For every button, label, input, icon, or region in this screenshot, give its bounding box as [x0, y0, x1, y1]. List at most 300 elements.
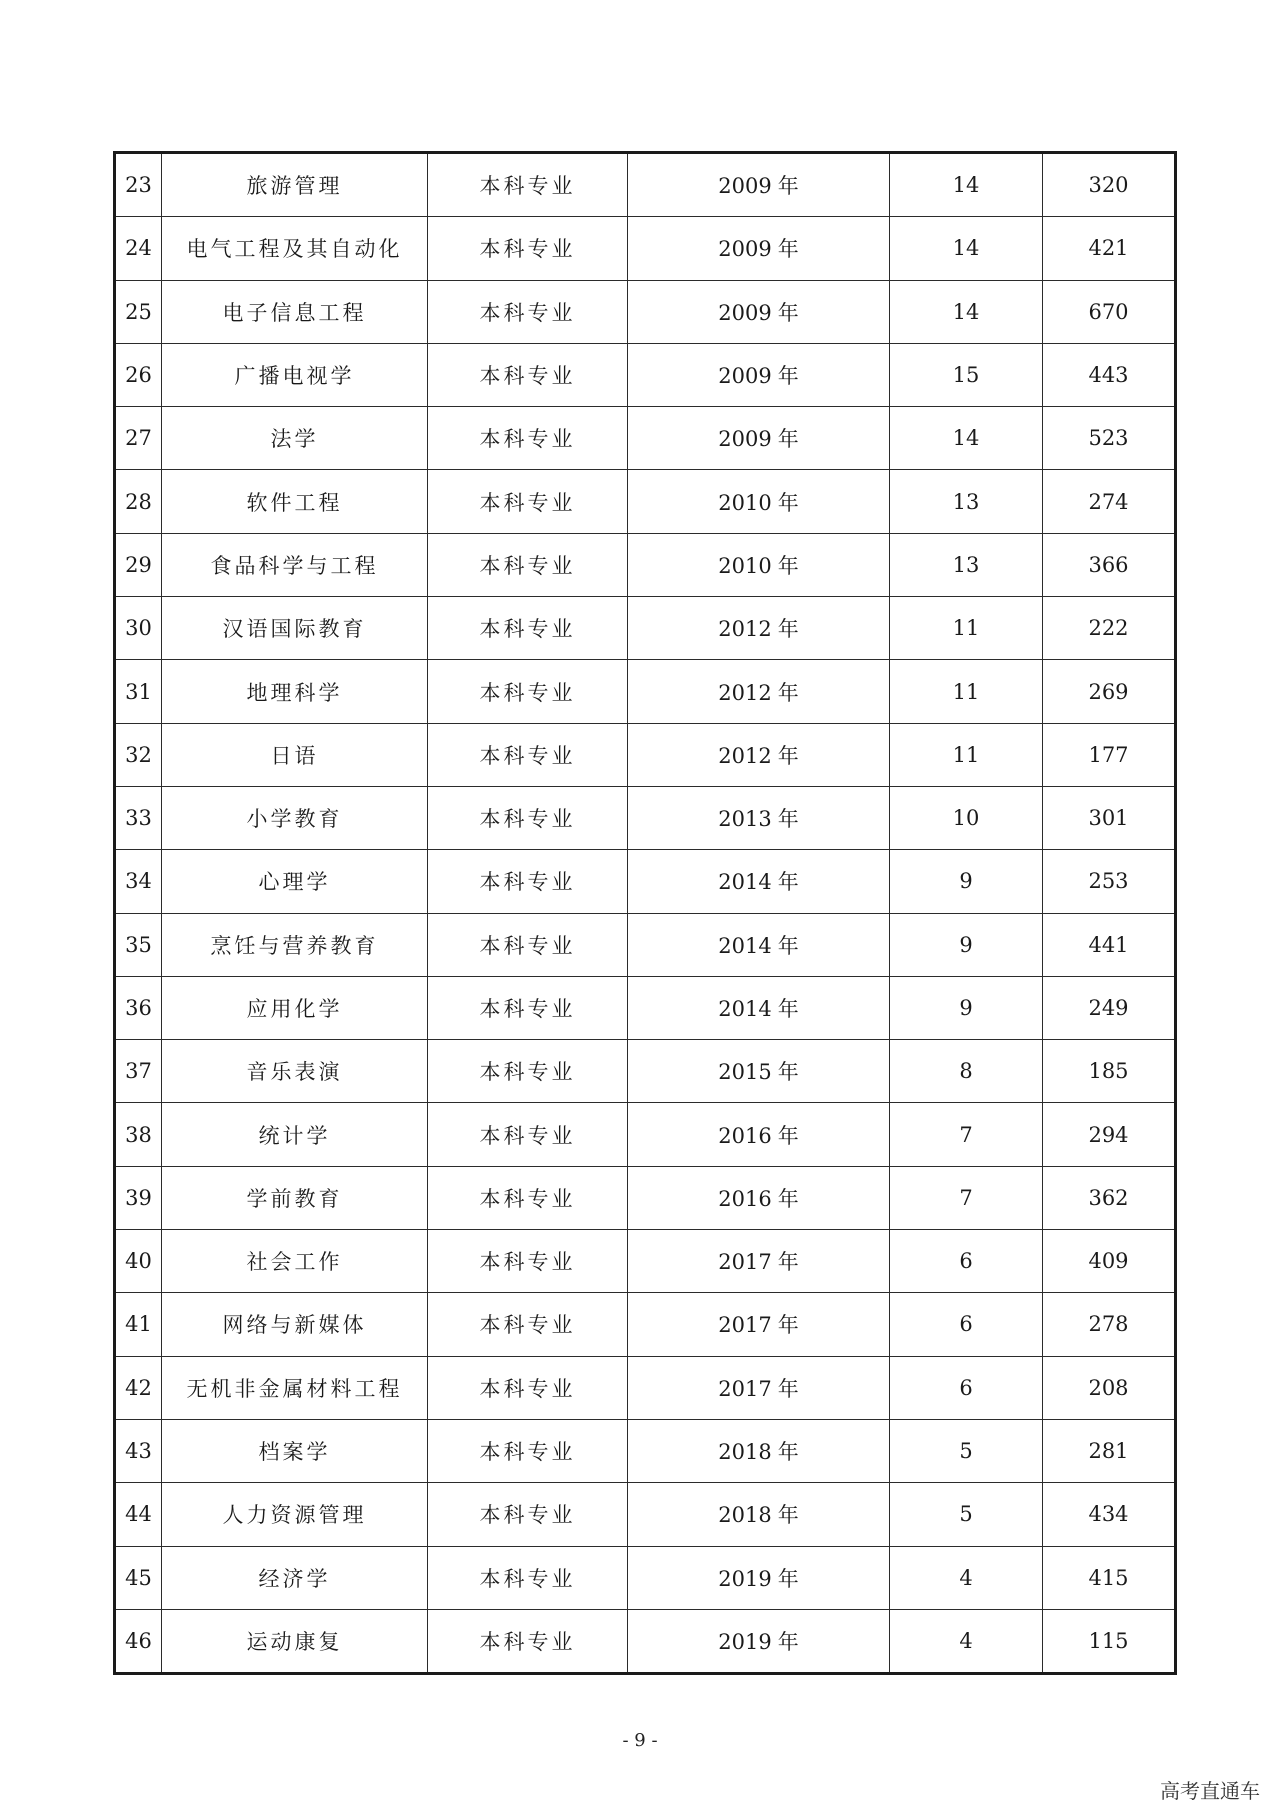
years-value: 15: [952, 363, 980, 388]
table-row: [115, 1103, 1176, 1166]
count-value: 185: [1088, 1059, 1129, 1084]
start-year-suffix: 年: [777, 997, 799, 1021]
major-type: 本科专业: [479, 743, 576, 768]
start-year-cell: [628, 1419, 890, 1482]
major-name-cell: [162, 786, 428, 849]
major-name-cell: [162, 343, 428, 406]
major-name-cell: [162, 217, 428, 280]
count-value: 249: [1088, 996, 1129, 1020]
years-value: 4: [959, 1628, 973, 1653]
watermark-text: 高考直通车: [1160, 1779, 1260, 1803]
major-type: 本科专业: [479, 617, 576, 642]
major-type-cell: [428, 1483, 628, 1546]
row-number: 39: [125, 1185, 152, 1210]
count-cell: [1043, 597, 1176, 660]
major-name-cell: [162, 1609, 428, 1673]
start-year: 2013: [718, 807, 772, 832]
start-year: 2019: [718, 1566, 772, 1591]
count-cell: [1043, 343, 1176, 406]
years-value: 9: [959, 996, 973, 1020]
major-name: 社会工作: [246, 1250, 343, 1275]
count-value: 443: [1088, 363, 1129, 388]
row-number-cell: [115, 280, 162, 343]
start-year: 2014: [718, 870, 772, 895]
major-name: 日语: [270, 743, 319, 768]
start-year-cell: [628, 850, 890, 913]
years-cell: [890, 1419, 1043, 1482]
count-cell: [1043, 1546, 1176, 1609]
major-type-cell: [428, 723, 628, 786]
major-type-cell: [428, 1356, 628, 1419]
years-value: 13: [952, 552, 980, 577]
major-name-cell: [162, 1483, 428, 1546]
count-value: 421: [1088, 236, 1129, 261]
start-year-suffix: 年: [777, 490, 799, 515]
years-cell: [890, 1293, 1043, 1356]
major-type-cell: [428, 1166, 628, 1229]
major-type: 本科专业: [479, 807, 576, 832]
count-cell: [1043, 470, 1176, 533]
start-year-cell: [628, 407, 890, 470]
row-number-cell: [115, 976, 162, 1039]
major-type-cell: [428, 597, 628, 660]
major-name-cell: [162, 407, 428, 470]
years-cell: [890, 153, 1043, 217]
major-name: 烹饪与营养教育: [210, 933, 379, 958]
major-type-cell: [428, 470, 628, 533]
start-year-cell: [628, 217, 890, 280]
major-type-cell: [428, 660, 628, 723]
start-year-cell: [628, 1609, 890, 1673]
start-year-suffix: 年: [777, 553, 799, 578]
years-value: 11: [952, 616, 980, 641]
years-cell: [890, 1609, 1043, 1673]
major-name-cell: [162, 976, 428, 1039]
row-number: 36: [125, 996, 152, 1020]
years-cell: [890, 1546, 1043, 1609]
table-row: [115, 786, 1176, 849]
start-year-cell: [628, 343, 890, 406]
major-type: 本科专业: [479, 174, 576, 199]
major-type-cell: [428, 280, 628, 343]
table-row: [115, 1419, 1176, 1482]
start-year: 2018: [718, 1440, 772, 1465]
major-name-cell: [162, 1166, 428, 1229]
start-year-suffix: 年: [777, 1503, 799, 1528]
row-number: 32: [125, 742, 152, 767]
major-name: 广播电视学: [234, 364, 355, 389]
start-year: 2012: [718, 617, 772, 642]
count-value: 301: [1088, 806, 1129, 831]
row-number: 43: [125, 1439, 152, 1464]
row-number-cell: [115, 470, 162, 533]
count-value: 415: [1088, 1565, 1129, 1590]
count-cell: [1043, 913, 1176, 976]
start-year-suffix: 年: [777, 1313, 799, 1338]
major-type-cell: [428, 533, 628, 596]
major-name: 地理科学: [246, 680, 343, 705]
major-name: 食品科学与工程: [210, 553, 379, 578]
major-name: 小学教育: [246, 807, 343, 832]
row-number-cell: [115, 1040, 162, 1103]
start-year-suffix: 年: [777, 743, 799, 768]
major-type-cell: [428, 1230, 628, 1293]
table-row: [115, 913, 1176, 976]
years-cell: [890, 217, 1043, 280]
years-cell: [890, 786, 1043, 849]
majors-table: [113, 151, 1177, 1675]
row-number-cell: [115, 1609, 162, 1673]
start-year: 2009: [718, 364, 772, 389]
years-value: 6: [959, 1375, 973, 1400]
years-value: 10: [952, 806, 980, 831]
count-cell: [1043, 280, 1176, 343]
count-value: 294: [1088, 1122, 1129, 1147]
years-cell: [890, 1040, 1043, 1103]
table-row: [115, 470, 1176, 533]
major-name: 心理学: [258, 870, 331, 895]
years-value: 6: [959, 1312, 973, 1337]
years-cell: [890, 660, 1043, 723]
major-name: 网络与新媒体: [222, 1313, 367, 1338]
table-row: [115, 1293, 1176, 1356]
start-year-suffix: 年: [777, 680, 799, 705]
count-value: 269: [1088, 679, 1129, 704]
major-type-cell: [428, 343, 628, 406]
years-value: 14: [952, 299, 980, 324]
start-year: 2014: [718, 933, 772, 958]
count-value: 177: [1088, 742, 1129, 767]
count-cell: [1043, 1419, 1176, 1482]
major-name: 无机非金属材料工程: [186, 1376, 403, 1401]
major-type-cell: [428, 1419, 628, 1482]
row-number-cell: [115, 1483, 162, 1546]
count-cell: [1043, 1166, 1176, 1229]
start-year-cell: [628, 786, 890, 849]
start-year: 2019: [718, 1629, 772, 1654]
count-value: 278: [1088, 1312, 1129, 1337]
major-name: 应用化学: [246, 997, 343, 1021]
years-cell: [890, 280, 1043, 343]
row-number: 28: [125, 489, 152, 514]
row-number: 35: [125, 932, 152, 957]
table-row: [115, 217, 1176, 280]
row-number-cell: [115, 786, 162, 849]
years-value: 14: [952, 426, 980, 451]
years-value: 5: [959, 1439, 973, 1464]
row-number-cell: [115, 913, 162, 976]
row-number: 37: [125, 1059, 152, 1084]
major-name: 音乐表演: [246, 1060, 343, 1085]
count-value: 208: [1088, 1375, 1129, 1400]
start-year-cell: [628, 1293, 890, 1356]
row-number-cell: [115, 533, 162, 596]
major-name: 软件工程: [246, 490, 343, 515]
start-year: 2009: [718, 174, 772, 199]
start-year: 2010: [718, 553, 772, 578]
row-number-cell: [115, 1230, 162, 1293]
major-name: 人力资源管理: [222, 1503, 367, 1528]
major-type-cell: [428, 1546, 628, 1609]
years-value: 11: [952, 742, 980, 767]
row-number: 38: [125, 1122, 152, 1147]
major-name-cell: [162, 153, 428, 217]
table-row: [115, 1356, 1176, 1419]
start-year: 2014: [718, 997, 772, 1021]
start-year: 2012: [718, 680, 772, 705]
count-cell: [1043, 1040, 1176, 1103]
count-cell: [1043, 407, 1176, 470]
start-year-suffix: 年: [777, 1566, 799, 1591]
major-type: 本科专业: [479, 237, 576, 262]
table-row: [115, 1609, 1176, 1673]
start-year-cell: [628, 533, 890, 596]
start-year-suffix: 年: [777, 1186, 799, 1211]
count-cell: [1043, 660, 1176, 723]
row-number: 44: [125, 1502, 152, 1527]
start-year-cell: [628, 1040, 890, 1103]
row-number-cell: [115, 723, 162, 786]
years-value: 9: [959, 869, 973, 894]
start-year-cell: [628, 976, 890, 1039]
major-name: 电气工程及其自动化: [186, 237, 403, 262]
major-type-cell: [428, 913, 628, 976]
major-name-cell: [162, 470, 428, 533]
years-value: 7: [959, 1122, 973, 1147]
count-cell: [1043, 533, 1176, 596]
count-cell: [1043, 1293, 1176, 1356]
row-number-cell: [115, 597, 162, 660]
table-row: [115, 1546, 1176, 1609]
row-number-cell: [115, 1419, 162, 1482]
row-number-cell: [115, 1293, 162, 1356]
years-cell: [890, 1483, 1043, 1546]
table-row: [115, 723, 1176, 786]
major-type-cell: [428, 1609, 628, 1673]
row-number: 30: [125, 616, 152, 641]
major-type: 本科专业: [479, 997, 576, 1021]
start-year-cell: [628, 153, 890, 217]
start-year-suffix: 年: [777, 1376, 799, 1401]
count-value: 409: [1088, 1249, 1129, 1274]
major-type: 本科专业: [479, 1313, 576, 1338]
row-number-cell: [115, 217, 162, 280]
row-number: 40: [125, 1249, 152, 1274]
years-value: 11: [952, 679, 980, 704]
row-number: 31: [125, 679, 152, 704]
start-year-suffix: 年: [777, 1440, 799, 1465]
row-number: 27: [125, 426, 152, 451]
count-cell: [1043, 1230, 1176, 1293]
major-name-cell: [162, 1040, 428, 1103]
major-type: 本科专业: [479, 300, 576, 325]
years-cell: [890, 1103, 1043, 1166]
start-year-suffix: 年: [777, 364, 799, 389]
major-type: 本科专业: [479, 1250, 576, 1275]
start-year-suffix: 年: [777, 807, 799, 832]
major-name-cell: [162, 280, 428, 343]
start-year-suffix: 年: [777, 174, 799, 199]
years-value: 8: [959, 1059, 973, 1084]
count-cell: [1043, 850, 1176, 913]
table-row: [115, 153, 1176, 217]
years-value: 14: [952, 236, 980, 261]
count-cell: [1043, 786, 1176, 849]
start-year-suffix: 年: [777, 870, 799, 895]
row-number-cell: [115, 153, 162, 217]
major-type-cell: [428, 153, 628, 217]
table-row: [115, 533, 1176, 596]
major-name: 电子信息工程: [222, 300, 367, 325]
start-year: 2010: [718, 490, 772, 515]
start-year-cell: [628, 1483, 890, 1546]
years-cell: [890, 1230, 1043, 1293]
major-type: 本科专业: [479, 364, 576, 389]
row-number-cell: [115, 850, 162, 913]
major-name-cell: [162, 1419, 428, 1482]
row-number: 26: [125, 363, 152, 388]
start-year-suffix: 年: [777, 300, 799, 325]
start-year-cell: [628, 280, 890, 343]
start-year-suffix: 年: [777, 237, 799, 262]
years-cell: [890, 533, 1043, 596]
row-number-cell: [115, 1356, 162, 1419]
major-name-cell: [162, 1230, 428, 1293]
start-year-cell: [628, 597, 890, 660]
start-year-cell: [628, 470, 890, 533]
major-name: 统计学: [258, 1123, 331, 1148]
start-year-cell: [628, 660, 890, 723]
major-type: 本科专业: [479, 1629, 576, 1654]
start-year-cell: [628, 913, 890, 976]
start-year-suffix: 年: [777, 1123, 799, 1148]
count-cell: [1043, 153, 1176, 217]
start-year: 2012: [718, 743, 772, 768]
table-row: [115, 343, 1176, 406]
start-year-suffix: 年: [777, 1629, 799, 1654]
count-cell: [1043, 1609, 1176, 1673]
row-number-cell: [115, 1166, 162, 1229]
major-type: 本科专业: [479, 1440, 576, 1465]
years-cell: [890, 407, 1043, 470]
major-type: 本科专业: [479, 490, 576, 515]
major-type: 本科专业: [479, 1566, 576, 1591]
major-type: 本科专业: [479, 1060, 576, 1085]
major-type: 本科专业: [479, 1123, 576, 1148]
count-value: 670: [1088, 299, 1129, 324]
start-year-suffix: 年: [777, 933, 799, 958]
table-row: [115, 1483, 1176, 1546]
years-cell: [890, 597, 1043, 660]
major-type: 本科专业: [479, 680, 576, 705]
major-type: 本科专业: [479, 933, 576, 958]
major-name-cell: [162, 913, 428, 976]
start-year: 2015: [718, 1060, 772, 1085]
years-cell: [890, 723, 1043, 786]
major-type-cell: [428, 1293, 628, 1356]
years-value: 13: [952, 489, 980, 514]
major-name: 学前教育: [246, 1186, 343, 1211]
count-cell: [1043, 217, 1176, 280]
table-row: [115, 1040, 1176, 1103]
row-number: 45: [125, 1565, 152, 1590]
row-number-cell: [115, 343, 162, 406]
major-name: 经济学: [258, 1566, 331, 1591]
count-value: 253: [1088, 869, 1129, 894]
row-number-cell: [115, 1103, 162, 1166]
major-type: 本科专业: [479, 1376, 576, 1401]
table-row: [115, 660, 1176, 723]
start-year-cell: [628, 1356, 890, 1419]
count-value: 222: [1088, 616, 1129, 641]
table-row: [115, 280, 1176, 343]
count-value: 281: [1088, 1439, 1129, 1464]
row-number: 25: [125, 299, 152, 324]
major-name-cell: [162, 597, 428, 660]
major-name-cell: [162, 1103, 428, 1166]
count-value: 320: [1088, 173, 1129, 198]
count-value: 115: [1088, 1628, 1129, 1653]
count-value: 274: [1088, 489, 1129, 514]
count-value: 434: [1088, 1502, 1129, 1527]
start-year: 2017: [718, 1376, 772, 1401]
major-type-cell: [428, 850, 628, 913]
major-name-cell: [162, 723, 428, 786]
years-value: 5: [959, 1502, 973, 1527]
major-name: 运动康复: [246, 1629, 343, 1654]
count-cell: [1043, 1356, 1176, 1419]
start-year-suffix: 年: [777, 1060, 799, 1085]
start-year: 2009: [718, 237, 772, 262]
count-cell: [1043, 1483, 1176, 1546]
row-number-cell: [115, 407, 162, 470]
major-type-cell: [428, 1040, 628, 1103]
row-number: 23: [125, 173, 152, 198]
major-name: 汉语国际教育: [222, 617, 367, 642]
row-number: 34: [125, 869, 152, 894]
major-type: 本科专业: [479, 1503, 576, 1528]
start-year-cell: [628, 1230, 890, 1293]
row-number: 29: [125, 552, 152, 577]
major-name-cell: [162, 1356, 428, 1419]
table-row: [115, 850, 1176, 913]
count-value: 441: [1088, 932, 1129, 957]
table-row: [115, 976, 1176, 1039]
years-value: 7: [959, 1185, 973, 1210]
row-number: 46: [125, 1628, 152, 1653]
major-type-cell: [428, 976, 628, 1039]
count-cell: [1043, 723, 1176, 786]
years-cell: [890, 1356, 1043, 1419]
start-year: 2016: [718, 1123, 772, 1148]
row-number-cell: [115, 1546, 162, 1609]
major-name: 档案学: [258, 1440, 331, 1465]
row-number: 41: [125, 1312, 152, 1337]
years-value: 9: [959, 932, 973, 957]
major-name: 旅游管理: [246, 174, 343, 199]
start-year: 2018: [718, 1503, 772, 1528]
major-name-cell: [162, 850, 428, 913]
major-name-cell: [162, 1293, 428, 1356]
major-type: 本科专业: [479, 553, 576, 578]
major-type: 本科专业: [479, 1186, 576, 1211]
major-name-cell: [162, 533, 428, 596]
start-year: 2016: [718, 1186, 772, 1211]
start-year: 2017: [718, 1313, 772, 1338]
start-year-cell: [628, 1103, 890, 1166]
major-name: 法学: [270, 427, 319, 452]
row-number-cell: [115, 660, 162, 723]
